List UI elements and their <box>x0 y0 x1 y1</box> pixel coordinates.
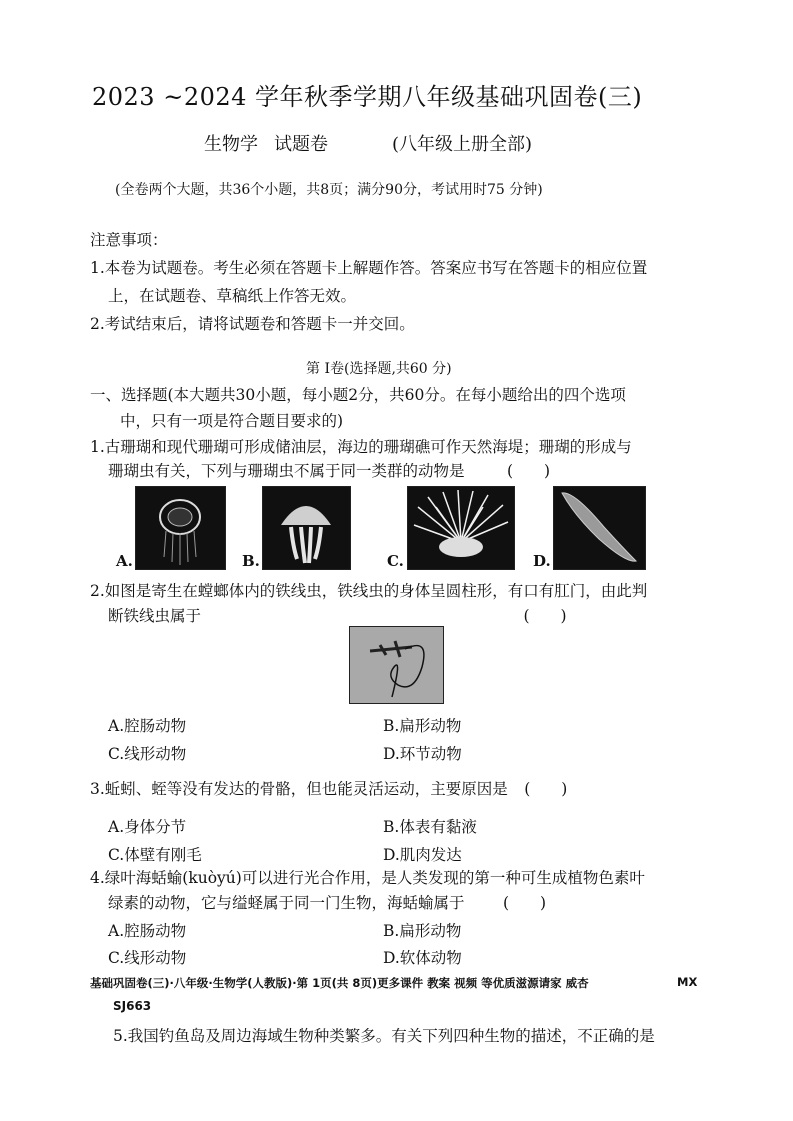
q2-option-c: C.线形动物 <box>108 745 187 763</box>
q3-option-d: D.肌肉发达 <box>383 846 462 864</box>
question-2: 2.如图是寄生在螳螂体内的铁线虫，铁线虫的身体呈圆柱形，有口有肛门，由此判 <box>90 582 648 600</box>
page-footer: 基础巩固卷(三)·八年级·生物学(人教版)·第 1页(共 8页)更多课件 教案 视频 等优质滋源请家 威杏 <box>90 976 589 990</box>
jellyfish-photo-b <box>262 486 351 570</box>
q2-option-a: A.腔肠动物 <box>108 717 187 735</box>
question-4-cont: 绿素的动物，它与缢蛏属于同一门生物，海蛞蝓属于 ( ) <box>108 891 553 913</box>
q4-option-d: D.软体动物 <box>383 949 462 967</box>
scope-label: (八年级上册全部) <box>392 134 533 155</box>
note-item-2: 2.考试结束后，请将试题卷和答题卡一并交回。 <box>90 315 415 333</box>
option-label-c: C. <box>387 552 404 570</box>
question-3: 3.蚯蚓、蛭等没有发达的骨骼，但也能灵活运动，主要原因是 ( ) <box>90 777 574 799</box>
answer-blank: ( ) <box>506 462 551 480</box>
exam-info: (全卷两个大题，共36个小题，共8页；满分90分，考试用时75 分钟) <box>115 182 543 198</box>
question-2-cont: 断铁线虫属于 ( ) <box>108 604 573 626</box>
question-1: 1.古珊瑚和现代珊瑚可形成储油层，海边的珊瑚礁可作天然海堤；珊瑚的形成与 <box>90 438 632 456</box>
sea-anemone-photo <box>407 486 515 570</box>
answer-blank: ( ) <box>502 894 547 912</box>
footer-code: MX <box>677 975 698 989</box>
q4-option-c: C.线形动物 <box>108 949 187 967</box>
jellyfish-photo-a <box>135 486 226 570</box>
option-label-d: D. <box>533 552 551 570</box>
exam-title: 2023 ~2024 学年秋季学期八年级基础巩固卷(三) <box>92 83 643 111</box>
q3-option-b: B.体表有黏液 <box>383 818 477 836</box>
section-instructions-cont: 中，只有一项是符合题目要求的) <box>120 412 344 430</box>
note-item-1-cont: 上，在试题卷、草稿纸上作答无效。 <box>108 287 357 305</box>
answer-blank: ( ) <box>524 780 568 798</box>
paper-type-label: 试题卷 <box>274 134 328 155</box>
section-instructions: 一、选择题(本大题共30小题，每小题2分，共60分。在每小题给出的四个选项 <box>90 386 626 404</box>
q2-option-d: D.环节动物 <box>383 745 462 763</box>
footer-code-line2: SJ663 <box>113 999 152 1013</box>
q3-option-c: C.体壁有刚毛 <box>108 846 202 864</box>
question-5: 5.我国钓鱼岛及周边海域生物种类繁多。有关下列四种生物的描述，不正确的是 <box>113 1027 655 1045</box>
q3-option-a: A.身体分节 <box>108 818 187 836</box>
question-4: 4.绿叶海蛞蝓(kuòyú)可以进行光合作用，是人类发现的第一种可生成植物色素叶 <box>90 869 645 887</box>
note-item-1: 1.本卷为试题卷。考生必须在答题卡上解题作答。答案应书写在答题卡的相应位置 <box>90 259 648 277</box>
subject-label: 生物学 <box>204 134 258 155</box>
option-label-b: B. <box>242 552 260 570</box>
horsehair-worm-photo <box>349 626 444 704</box>
q4-option-a: A.腔肠动物 <box>108 922 187 940</box>
q2-option-b: B.扁形动物 <box>383 717 462 735</box>
q4-option-b: B.扁形动物 <box>383 922 462 940</box>
answer-blank: ( ) <box>523 607 567 625</box>
subtitle <box>204 130 532 156</box>
planarian-photo <box>553 486 646 570</box>
notes-heading: 注意事项： <box>90 231 168 249</box>
option-label-a: A. <box>116 552 133 570</box>
part-heading: 第 I卷(选择题,共60 分) <box>306 361 452 377</box>
question-1-cont: 珊瑚虫有关，下列与珊瑚虫不属于同一类群的动物是 ( ) <box>108 459 557 481</box>
